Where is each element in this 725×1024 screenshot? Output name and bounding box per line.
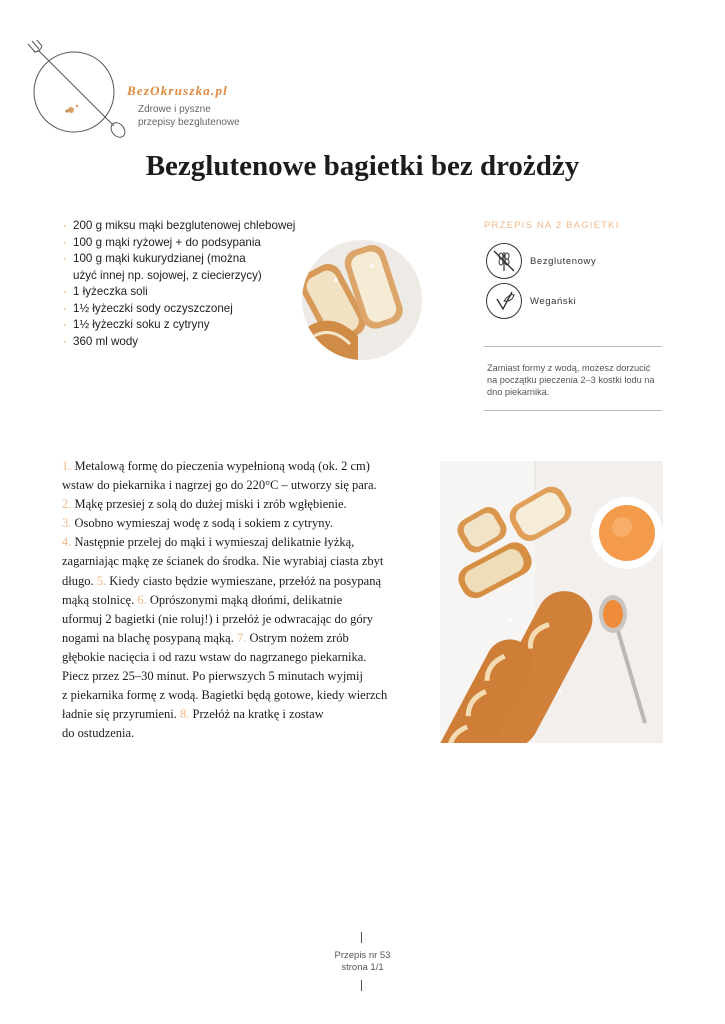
step-number: 3. <box>62 516 72 531</box>
step-number: 7. <box>236 630 247 645</box>
step-number: 4. <box>62 535 72 550</box>
ingredient-bullet: · <box>63 318 67 331</box>
ingredient-bullet: · <box>63 285 67 298</box>
preparation-steps <box>62 457 424 743</box>
footer-page-number: strona 1/1 <box>341 962 384 973</box>
footer-recipe-number: Przepis nr 53 <box>334 950 391 961</box>
step-number: 8. <box>180 707 190 722</box>
sidebar-divider-bottom <box>484 410 662 411</box>
footer-divider-bottom <box>361 980 362 991</box>
ingredient-item <box>63 218 323 235</box>
baguette-slices-photo <box>302 240 422 360</box>
gluten-free-icon <box>486 243 522 279</box>
ingredient-item <box>63 235 323 252</box>
step-text: Mąkę przesiej z solą do dużej miski i zrób wgłębienie. <box>74 497 347 512</box>
ingredient-bullet: · <box>63 252 67 265</box>
ingredient-text: 100 g mąki kukurydzianej (można użyć innej np. sojowej, z ciecierzycy) <box>73 252 262 282</box>
ingredients-list <box>63 218 323 350</box>
recipe-title: Bezglutenowe bagietki bez drożdży <box>145 150 580 182</box>
ingredient-text: 1½ łyżeczki sody oczyszczonej <box>73 301 233 315</box>
ingredient-text: 200 g miksu mąki bezglutenowej chlebowej <box>73 219 296 232</box>
step-text: Następnie przelej do mąki i wymieszaj delikatnie łyżką, zagarniając mąkę ze ścianek do środka. Nie wyrabiaj ciasta zbyt długo. <box>62 535 384 588</box>
ingredient-bullet: · <box>63 334 67 348</box>
ingredient-item <box>63 284 323 301</box>
ingredient-item <box>63 317 323 334</box>
ingredient-text: 100 g mąki ryżowej + do podsypania <box>73 235 261 249</box>
sidebar-divider-top <box>484 346 662 347</box>
tagline-line-2: przepisy bezglutenowe <box>138 116 240 128</box>
step-text: Ostrym nożem zrób głębokie nacięcia i od razu wstaw do nagrzanego piekarnika. Piecz przez 25–30 minut. Po pierwszych 5 minutach wyjmij z piekarnika formę z wodą. Bagietki będą gotowe, kiedy wierzch ładnie się przyrumieni. <box>62 630 388 722</box>
step-text: Metalową formę do pieczenia wypełnioną wodą (ok. 2 cm) wstaw do piekarnika i nagrzej go do 220°C – utworzy się para. <box>62 459 377 493</box>
vegan-leaf-icon <box>486 283 522 319</box>
step-number: 5. <box>96 573 107 588</box>
gluten-free-label: Bezglutenowy <box>530 255 597 267</box>
step-text: Osobno wymieszaj wodę z sodą i sokiem z cytryny. <box>74 516 334 531</box>
brand-tagline <box>138 104 268 129</box>
recipe-sidebar <box>484 220 662 398</box>
step-text: Kiedy ciasto będzie wymieszane, przełóż na posypaną mąką stolnicę. <box>62 573 381 607</box>
logo-plate-fork-spoon-icon <box>26 40 130 144</box>
ingredient-bullet: · <box>63 301 67 315</box>
sidebar-tip: Zamiast formy z wodą, możesz dorzucić na początku pieczenia 2–3 kostki lodu na dno piekarnika. <box>487 363 655 398</box>
footer-divider-top <box>361 932 362 943</box>
vegan-badge <box>486 283 576 319</box>
step-number: 1. <box>62 459 72 473</box>
ingredient-text: 1½ łyżeczki soku z cytryny <box>73 318 210 331</box>
baguettes-with-jam-photo <box>440 461 663 743</box>
step-text: Oprószonymi mąką dłońmi, delikatnie uformuj 2 bagietki (nie roluj!) i przełóż je odwracając do góry nogami na blachę posypaną mąką. <box>62 592 373 645</box>
step-number: 6. <box>137 592 147 607</box>
ingredient-item <box>63 251 323 284</box>
ingredient-text: 1 łyżeczka soli <box>73 285 148 298</box>
brand-name: BezOkruszka.pl <box>127 83 228 98</box>
step-number: 2. <box>62 497 72 512</box>
ingredient-text: 360 ml wody <box>73 334 139 348</box>
ingredient-item <box>63 334 323 351</box>
vegan-label: Wegański <box>530 295 577 307</box>
servings-heading: PRZEPIS NA 2 BAGIETKI <box>484 220 620 231</box>
ingredient-bullet: · <box>63 235 67 249</box>
ingredient-item <box>63 301 323 318</box>
ingredient-bullet: · <box>63 219 67 232</box>
tagline-line-1: Zdrowe i pyszne <box>138 104 211 115</box>
step-text: Przełóż na kratkę i zostaw do ostudzenia. <box>62 707 324 741</box>
gluten-free-badge <box>486 243 596 279</box>
